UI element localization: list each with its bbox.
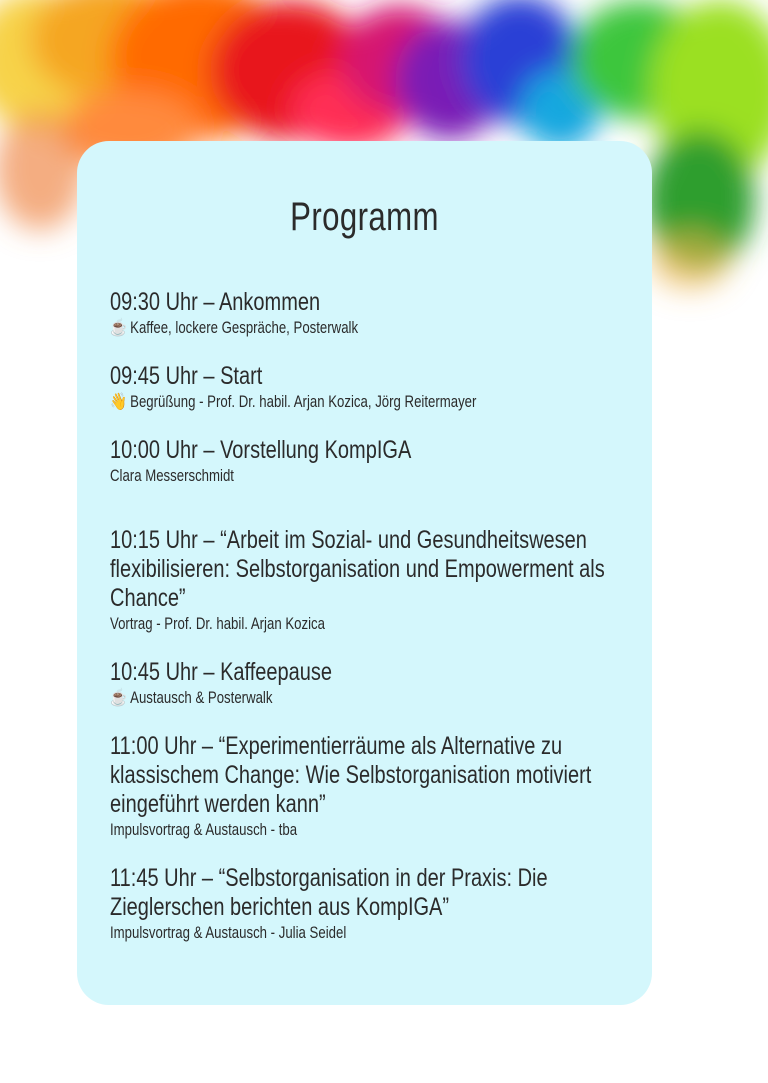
program-list [110,288,630,967]
program-item-title: 10:45 Uhr – Kaffeepause [110,658,333,686]
program-item-detail-text: Austausch & Posterwalk [130,689,273,707]
program-item-detail-text: Kaffee, lockere Gespräche, Posterwalk [130,319,359,337]
program-item-title: 09:30 Uhr – Ankommen [110,288,321,316]
program-item-detail [110,392,630,412]
program-item-title: 09:45 Uhr – Start [110,362,263,390]
program-item [110,732,630,840]
program-item-detail [110,688,630,708]
program-item-detail: Clara Messerschmidt [110,467,234,485]
program-item [110,288,630,338]
program-item-title: 10:00 Uhr – Vorstellung KompIGA [110,436,412,464]
program-item-detail: Impulsvortrag & Austausch - tba [110,821,298,839]
program-item-detail-text: Begrüßung - Prof. Dr. habil. Arjan Kozica, Jörg Reitermayer [130,393,477,411]
waving-hand-icon: 👋 [110,392,127,411]
program-item-detail: Impulsvortrag & Austausch - Julia Seidel [110,924,347,942]
program-item-detail [110,318,630,338]
program-item [110,658,630,708]
program-item-title: 10:15 Uhr – “Arbeit im Sozial- und Gesundheitswesen flexibilisieren: Selbstorganisation und Empowerment als Chance” [110,526,605,612]
program-item [110,362,630,412]
program-card [77,141,652,1005]
program-item-title: 11:00 Uhr – “Experimentierräume als Alternative zu klassischem Change: Wie Selbstorganisation motiviert eingeführt werden kann” [110,732,592,818]
coffee-icon: ☕ [110,318,127,337]
coffee-icon: ☕ [110,688,127,707]
program-item [110,526,630,634]
program-item-detail: Vortrag - Prof. Dr. habil. Arjan Kozica [110,615,325,633]
page-title: Programm [290,195,439,239]
program-item [110,864,630,943]
program-item [110,436,630,486]
program-item-title: 11:45 Uhr – “Selbstorganisation in der Praxis: Die Zieglerschen berichten aus KompIGA” [110,864,548,921]
